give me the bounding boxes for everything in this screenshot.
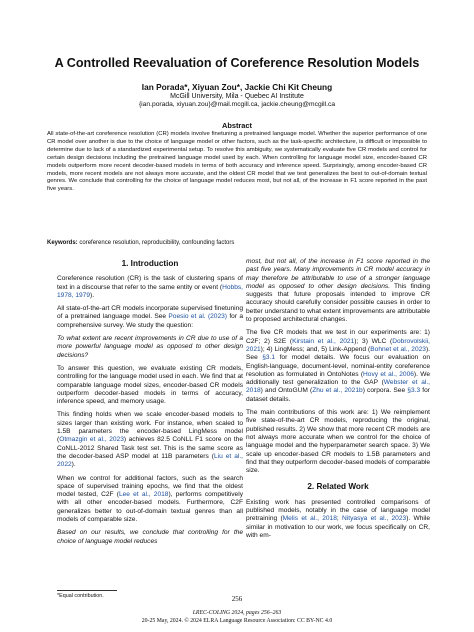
copyright-line: 20-25 May, 2024. © 2024 ELRA Language Resource Association: CC BY-NC 4.0	[141, 618, 333, 624]
citation-link[interactable]: Kirstain et al., 2021	[292, 337, 355, 345]
intro-paragraph-3: To answer this question, we evaluate existing CR models, controlling for the language model used in each. We find that at comparable language model sizes, encoder-based CR models outperform decoder-based models in terms of accuracy, inference speed, and memory usage.	[57, 364, 243, 406]
citation-link[interactable]: Zhu et al., 2021b	[312, 387, 363, 395]
intro-paragraph-4: This finding holds when we scale encoder-based models to sizes larger than existing work. For instance, when scaled to 1.5B parameters the encoder-based LingMess model (Otmazgin et al., 2023) achieves 82.5 CoNLL F1 score on the CoNLL-2012 Shared Task test set. This is the same score as the decoder-based ASP model at 11B parameters (Liu et al., 2022).	[57, 411, 243, 469]
citation-link[interactable]: Melis et al., 2018	[282, 515, 337, 523]
intro-paragraph-1: Coreference resolution (CR) is the task of clustering spans of text in a discourse that refer to the same entity or event (Hobbs, 1978, 1979).	[57, 275, 243, 299]
keywords-label: Keywords:	[47, 240, 78, 246]
citation-link[interactable]: Webster et al., 2018	[246, 379, 431, 395]
intro-paragraph-7: The five CR models that we test in our experiments are: 1) C2F; 2) S2E (Kirstain et al., 2021); 3) WLC (Dobrovolskii, 2021); 4) LingMess; and, 5) Link-Append (Bohnet et al., 2023). See §3.1 for model details. We focus our evaluation on English-language, document-level, nominal-entity coreference resolution as formulated in OntoNotes (Hovy et al., 2006). We additionally test generalization to the GAP (Webster et al., 2018) and OntoGUM (Zhu et al., 2021b) corpora. See §3.3 for dataset details.	[246, 329, 431, 403]
citation-link[interactable]: Bohnet et al., 2023	[370, 345, 426, 353]
intro-paragraph-6: Based on our results, we conclude that controlling for the choice of language model reduces	[57, 529, 243, 545]
section-link[interactable]: §3.3	[407, 387, 421, 395]
section-link[interactable]: §3.1	[262, 354, 276, 362]
intro-paragraph-8: The main contributions of this work are: 1) We reimplement five state-of-the-art CR models, reproducing the original, published results. 2) We show that more recent CR models are not always more accurate when we control for the choice of language model and the hyperparameter search space. 3) We scale up encoder-based CR models to 1.5B parameters and find that they outperform decoder-based models of comparable size.	[246, 409, 430, 475]
intro-paragraph-5: When we control for additional factors, such as the search space of supervised training epochs, we find that the oldest model tested, C2F (Lee et al., 2018), performs competitively with all other encoder-based models. Furthermore, C2F generalizes better to out-of-domain textual genres than all models of comparable size.	[57, 474, 243, 524]
citation-link[interactable]: Hobbs, 1978, 1979	[57, 283, 243, 299]
venue-line: LREC-COLING 2024, pages 256–263	[192, 610, 282, 616]
page-number: 256	[231, 595, 243, 603]
abstract-heading: Abstract	[222, 121, 252, 130]
section-heading-related-work: 2. Related Work	[307, 482, 369, 492]
citation-link[interactable]: Poesio et al. (2023)	[168, 313, 228, 321]
intro-paragraph-6-continued: most, but not all, of the increase in F1 score reported in the past five years. Many improvements in CR model accuracy in may therefore be attributable to use of a stronger language model as opposed to other design decisions. This finding suggests that future proposals intended to improve CR accuracy should carefully consider possible causes in order to better understand to what extent improvements are attributable to proposed architectural changes.	[246, 258, 430, 324]
intro-paragraph-2: All state-of-the-art CR models incorporate supervised finetuning of a pretrained language model. See Poesio et al. (2023) for a comprehensive survey. We study the question:	[57, 305, 243, 329]
abstract-text: All state-of-the-art coreference resolution (CR) models involve finetuning a pretrained language model. Whether the superior performance of one CR model over another is due to the choice of language model or other factors, such as the task-specific architecture, is difficult or impossible to determine due to lack of a standardized experimental setup. To resolve this ambiguity, we systematically evaluate five CR models and control for certain design decisions including the pretrained language model used by each. When controlling for language model size, encoder-based CR models outperform more recent decoder-based models in terms of both accuracy and inference speed. Surprisingly, among encoder-based CR models, more recent models are not always more accurate, and the oldest CR model that we test generalizes the best to out-of-domain textual genres. We conclude that controlling for the choice of language model reduces most, but not all, of the increase in F1 score reported in the past five years.	[47, 131, 427, 193]
citation-link[interactable]: Liu et al., 2022	[57, 452, 243, 469]
left-column	[57, 258, 243, 551]
keywords	[47, 240, 427, 246]
footnote-divider	[57, 590, 117, 591]
research-question: To what extent are recent improvements in CR due to use of a more powerful language model as opposed to other design decisions?	[57, 335, 243, 359]
author-emails[interactable]: {ian.porada, xiyuan.zou}@mail.mcgill.ca, jackie.cheung@mcgill.ca	[138, 101, 336, 108]
citation-link[interactable]: Lee et al., 2018	[118, 491, 169, 499]
citation-link[interactable]: Dobrovolskii, 2021	[246, 337, 430, 353]
section-heading-introduction: 1. Introduction	[121, 259, 179, 268]
citation-link[interactable]: Otmazgin et al., 2023	[59, 436, 124, 444]
citation-link[interactable]: Nityasya et al., 2023	[342, 515, 407, 523]
affiliation: McGill University, Mila - Quebec AI Institute	[170, 93, 304, 100]
related-paragraph-1: Existing work has presented controlled comparisons of published models, notably in the case of language model pretraining (Melis et al., 2018; Nityasya et al., 2023). While similar in motivation to our work, we focus specifically on CR, with em-	[246, 498, 430, 539]
author-list: Ian Porada*, Xiyuan Zou*, Jackie Chi Kit Cheung	[141, 82, 333, 92]
citation-link[interactable]: Hovy et al., 2006	[363, 370, 414, 378]
keywords-text: coreference resolution, reproducibility, confounding factors	[79, 240, 235, 246]
right-column	[246, 258, 430, 545]
footnote: *Equal contribution.	[57, 593, 104, 599]
paper-title: A Controlled Reevaluation of Coreference Resolution Models	[54, 56, 420, 70]
